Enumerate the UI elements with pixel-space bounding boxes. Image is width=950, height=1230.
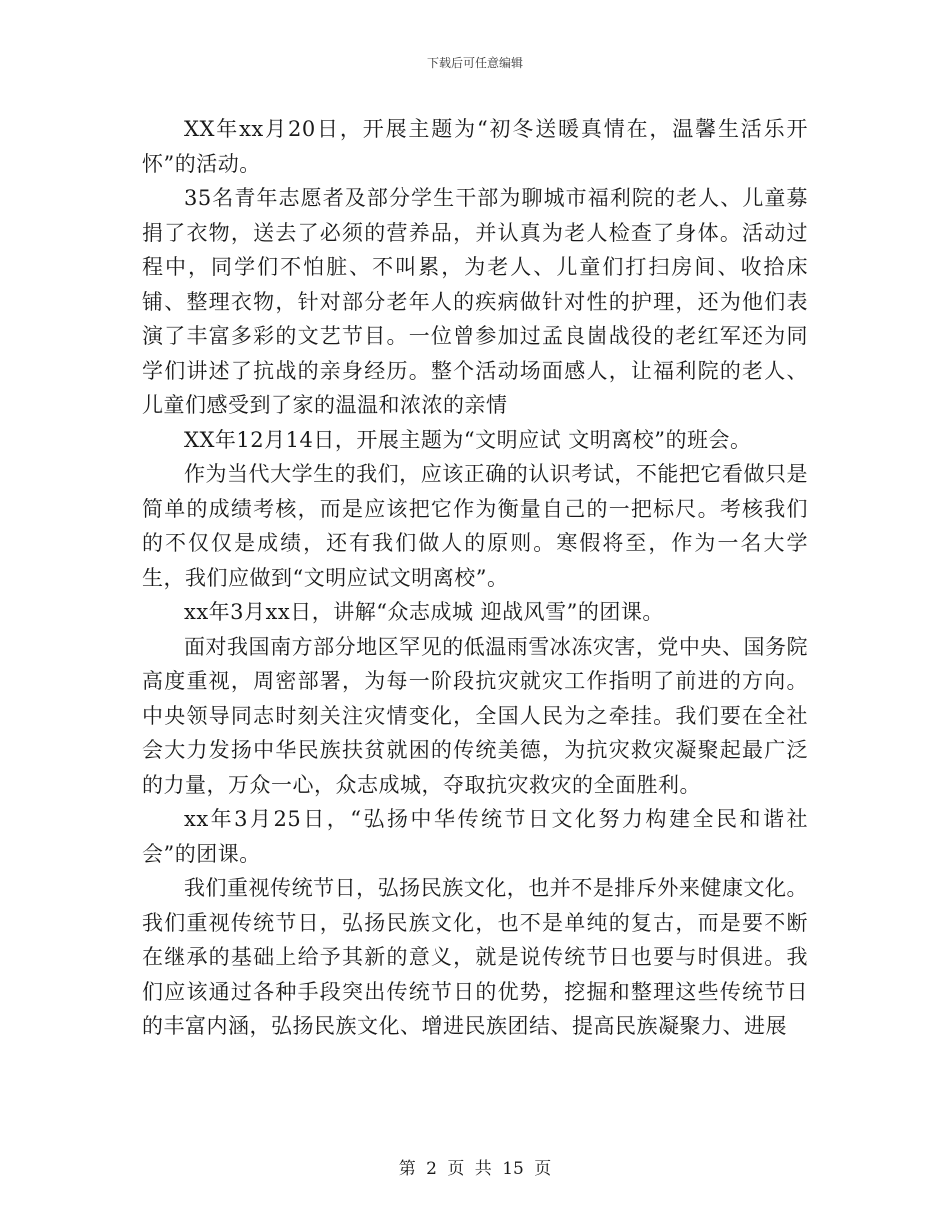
page-header: 下载后可任意编辑: [426, 56, 523, 70]
paragraph: XX年xx月20日，开展主题为“初冬送暖真情在，温馨生活乐开怀”的活动。: [142, 117, 808, 176]
paragraph: 面对我国南方部分地区罕见的低温雨雪冰冻灾害，党中央、国务院高度重视，周密部署，为每一阶段抗灾就灾工作指明了前进的方向。中央领导同志时刻关注灾情变化，全国人民为之牵挂。我们要在全社会大力发扬中华民族扶贫就困的传统美德，为抗灾救灾凝聚起最广泛的力量，万众一心，众志成城，夺取抗灾救灾的全面胜利。: [142, 634, 808, 797]
paragraph: xx年3月25日，“弘扬中华传统节日文化努力构建全民和谐社会”的团课。: [142, 807, 808, 866]
paragraph: XX年12月14日，开展主题为“文明应试 文明离校”的班会。: [184, 427, 752, 452]
paragraph: 作为当代大学生的我们，应该正确的认识考试，不能把它看做只是简单的成绩考核，而是应该把它作为衡量自己的一把标尺。考核我们的不仅仅是成绩，还有我们做人的原则。寒假将至，作为一名大学生，我们应做到“文明应试文明离校”。: [142, 462, 808, 590]
document-body: [142, 112, 808, 1044]
page-footer: 第 2 页 共 15 页: [398, 1159, 552, 1179]
paragraph: 35名青年志愿者及部分学生干部为聊城市福利院的老人、儿童募捐了衣物，送去了必须的营养品，并认真为老人检查了身体。活动过程中，同学们不怕脏、不叫累，为老人、儿童们打扫房间、收拾床铺、整理衣物，针对部分老年人的疾病做针对性的护理，还为他们表演了丰富多彩的文艺节目。一位曾参加过孟良崮战役的老红军还为同学们讲述了抗战的亲身经历。整个活动场面感人，让福利院的老人、儿童们感受到了家的温温和浓浓的亲情: [142, 186, 808, 417]
paragraph: 我们重视传统节日，弘扬民族文化，也并不是排斥外来健康文化。我们重视传统节日，弘扬民族文化，也不是单纯的复古，而是要不断在继承的基础上给予其新的意义，就是说传统节日也要与时俱进。我们应该通过各种手段突出传统节日的优势，挖掘和整理这些传统节日的丰富内涵，弘扬民族文化、增进民族团结、提高民族凝聚力、进展: [142, 876, 808, 1038]
paragraph: xx年3月xx日，讲解“众志成城 迎战风雪”的团课。: [184, 600, 664, 624]
